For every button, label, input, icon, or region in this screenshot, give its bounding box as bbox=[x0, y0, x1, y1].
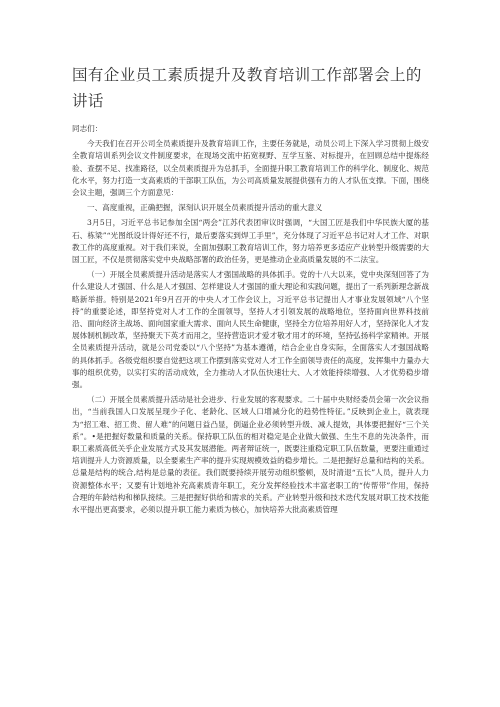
salutation: 同志们： bbox=[72, 124, 103, 133]
body-paragraph: 3月5日，习近平总书记参加全国“两会”江苏代表团审议时强调，“大国工匠是我们中华民族大厦的基石、栋梁”“光图纸设计得好还不行，最后要落实到焊工手里”，充分体现了习近平总书记对人才工作、对职教工作的高度重视。对于我们来说，全面加强职工教育培训工作，努力培养更多适应产业转型升级需要的大国工匠，不仅是贯彻落实党中央战略部署的政治任务，更是推动企业高质量发展的不二法宝。 bbox=[72, 218, 429, 265]
body-paragraph: （一）开展全员素质提升活动是落实人才强国战略的具体抓手。党的十八大以来，党中央深刻回答了为什么建设人才强国、什么是人才强国、怎样建设人才强国的重大理论和实践问题，提出了一系列新理念新战略新举措。特别是2021年9月召开的中央人才工作会议上，习近平总书记提出人才事业发展领域“八个坚持”的重要论述，即坚持党对人才工作的全面领导，坚持人才引领发展的战略地位，坚持面向世界科技前沿、面向经济主战场、面向国家重大需求、面向人民生命健康，坚持全方位培养用好人才，坚持深化人才发展体制机制改革，坚持聚天下英才而用之，坚持营造识才爱才敬才用才的环境，坚持弘扬科学家精神。开展全员素质提升活动，就是公司党委以“八个坚持”为基本遵循，结合企业自身实际，全面落实人才强国战略的具体抓手。各级党组织要自觉把这项工作摆到落实党对人才工作全面领导责任的高度，发挥集中力量办大事的组织优势，以实打实的活动成效，全力推动人才队伍快速壮大、人才效能持续增强、人才优势稳步增强。 bbox=[72, 270, 429, 390]
document-title: 国有企业员工素质提升及教育培训工作部署会上的讲话 bbox=[72, 66, 422, 110]
section-heading: 一、高度重视，正确把握，深刻认识开展全员素质提升活动的重大意义 bbox=[87, 203, 323, 213]
body-paragraph: （二）开展全员素质提升活动是社会进步、行业发展的客观要求。二十届中央财经委员会第一次会议指出，“当前我国人口发展呈现少子化、老龄化、区域人口增减分化的趋势性特征。”反映到企业上，就表现为“招工难、招工贵、留人难”的问题日益凸显，倒逼企业必须转型升级、减人提效，具体要把握好“三个关系”。•是把握好数量和质量的关系。保持职工队伍的相对稳定是企业做大做强、生生不息的先决条件，而职工素质高低关乎企业发展方式及其发展潜能。两者辩证统一，既要注重稳定职工队伍数量，更要注重通过培训提升人力资源质量，以全要素生产率的提升实现规模效益的稳步增长。二是把握好总量和结构的关系。总量是结构的统合,结构是总量的表征。我们既要持续开展劳动组织整顿，及时清退“五长”人员，提升人力资源整体水平；又要有计划地补充高素质青年职工，充分发挥经验技术丰富老职工的“传帮带”作用，保持合理的年龄结构和梯队接续。三是把握好供给和需求的关系。产业转型升级和技术迭代发展对职工技术技能水平提出更高要求，必须以提升职工能力素质为核心，加快培养大批高素质管理 bbox=[72, 395, 429, 515]
intro-paragraph: 今天我们在召开公司全员素质提升及教育培训工作，主要任务就是，动员公司上下深入学习贯彻上级安全教育培训系列会议文件制度要求，在现场交流中拓宽视野、互学互鉴、对标提升，在回顾总结中提炼经验、查摆不足、找准路径，以全员素质提升为总抓手，全面提升职工教育培训工作的科学化、制度化、规范化水平，努力打造一支高素质的干部职工队伍，为公司高质量发展提供强有力的人才队伍支撑。下面，围绕会议主题，强调三个方面意见： bbox=[72, 139, 429, 198]
document-body bbox=[72, 123, 429, 519]
